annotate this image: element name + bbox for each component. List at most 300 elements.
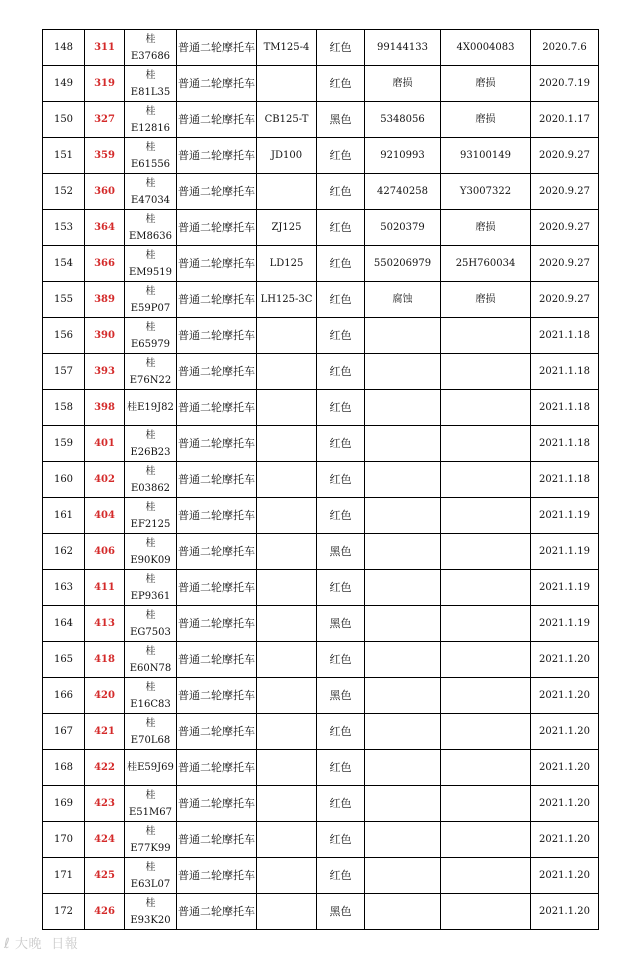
row-number-cell: 171 <box>43 858 85 894</box>
plate-line: 桂 <box>145 645 156 657</box>
frame-number-cell: 磨损 <box>441 282 531 318</box>
plate-line: E65979 <box>130 338 171 350</box>
vehicle-code-cell: 420 <box>85 678 125 714</box>
frame-number-cell: 93100149 <box>441 138 531 174</box>
plate-number-cell <box>125 570 177 606</box>
vehicle-model-cell: LD125 <box>257 246 317 282</box>
vehicle-code-cell: 418 <box>85 642 125 678</box>
date-cell: 2021.1.20 <box>531 678 599 714</box>
plate-number-cell <box>125 102 177 138</box>
frame-number-cell: 磨损 <box>441 210 531 246</box>
date-cell: 2021.1.18 <box>531 318 599 354</box>
vehicle-type-cell: 普通二轮摩托车 <box>177 66 257 102</box>
row-number-cell: 165 <box>43 642 85 678</box>
frame-number-cell: 25H760034 <box>441 246 531 282</box>
vehicle-type-cell: 普通二轮摩托车 <box>177 570 257 606</box>
plate-line: E16C83 <box>130 698 171 710</box>
row-number-cell: 164 <box>43 606 85 642</box>
vehicle-type-cell: 普通二轮摩托车 <box>177 390 257 426</box>
date-cell: 2021.1.18 <box>531 426 599 462</box>
table-row <box>43 174 599 210</box>
engine-number-cell: 5348056 <box>365 102 441 138</box>
vehicle-model-cell <box>257 894 317 930</box>
engine-number-cell <box>365 462 441 498</box>
vehicle-color-cell: 黑色 <box>317 606 365 642</box>
vehicle-type-cell: 普通二轮摩托车 <box>177 714 257 750</box>
frame-number-cell: Y3007322 <box>441 174 531 210</box>
vehicle-color-cell: 红色 <box>317 750 365 786</box>
vehicle-color-cell: 红色 <box>317 318 365 354</box>
plate-line: 桂 <box>145 69 156 81</box>
vehicle-type-cell: 普通二轮摩托车 <box>177 318 257 354</box>
row-number-cell: 155 <box>43 282 85 318</box>
vehicle-code-cell: 401 <box>85 426 125 462</box>
table-row <box>43 534 599 570</box>
vehicle-color-cell: 红色 <box>317 714 365 750</box>
engine-number-cell <box>365 498 441 534</box>
vehicle-type-cell: 普通二轮摩托车 <box>177 246 257 282</box>
vehicle-type-cell: 普通二轮摩托车 <box>177 606 257 642</box>
engine-number-cell <box>365 642 441 678</box>
vehicle-color-cell: 红色 <box>317 138 365 174</box>
vehicle-color-cell: 红色 <box>317 246 365 282</box>
plate-line: E59P07 <box>130 302 171 314</box>
watermark-text: 大晚 ​ 日報 <box>14 937 79 952</box>
plate-line: 桂 <box>145 285 156 297</box>
plate-line: E12816 <box>130 122 171 134</box>
table-row <box>43 642 599 678</box>
vehicle-model-cell <box>257 426 317 462</box>
vehicle-code-cell: 422 <box>85 750 125 786</box>
plate-line: 桂 <box>145 105 156 117</box>
table-row <box>43 498 599 534</box>
vehicle-code-cell: 426 <box>85 894 125 930</box>
row-number-cell: 154 <box>43 246 85 282</box>
engine-number-cell <box>365 606 441 642</box>
plate-number-cell <box>125 462 177 498</box>
row-number-cell: 170 <box>43 822 85 858</box>
row-number-cell: 161 <box>43 498 85 534</box>
plate-number-cell <box>125 534 177 570</box>
frame-number-cell <box>441 318 531 354</box>
table-row <box>43 390 599 426</box>
vehicle-model-cell <box>257 714 317 750</box>
row-number-cell: 151 <box>43 138 85 174</box>
table-row <box>43 354 599 390</box>
vehicle-model-cell <box>257 786 317 822</box>
date-cell: 2021.1.18 <box>531 390 599 426</box>
vehicle-color-cell: 红色 <box>317 66 365 102</box>
date-cell: 2021.1.19 <box>531 606 599 642</box>
table-row <box>43 102 599 138</box>
vehicle-type-cell: 普通二轮摩托车 <box>177 210 257 246</box>
date-cell: 2020.7.19 <box>531 66 599 102</box>
plate-line: EG7503 <box>130 626 171 638</box>
vehicle-code-cell: 364 <box>85 210 125 246</box>
vehicle-model-cell <box>257 174 317 210</box>
vehicle-type-cell: 普通二轮摩托车 <box>177 462 257 498</box>
table-row <box>43 426 599 462</box>
plate-number-cell <box>125 174 177 210</box>
date-cell: 2020.9.27 <box>531 174 599 210</box>
vehicle-type-cell: 普通二轮摩托车 <box>177 102 257 138</box>
plate-line: E90K09 <box>130 554 171 566</box>
frame-number-cell <box>441 858 531 894</box>
frame-number-cell <box>441 354 531 390</box>
plate-line: 桂 <box>145 501 156 513</box>
vehicle-type-cell: 普通二轮摩托车 <box>177 858 257 894</box>
frame-number-cell <box>441 822 531 858</box>
plate-line: 桂 <box>145 177 156 189</box>
engine-number-cell: 550206979 <box>365 246 441 282</box>
frame-number-cell: 磨损 <box>441 102 531 138</box>
plate-number-cell <box>125 606 177 642</box>
vehicle-model-cell <box>257 390 317 426</box>
vehicle-color-cell: 红色 <box>317 822 365 858</box>
plate-number-cell <box>125 66 177 102</box>
table-row <box>43 138 599 174</box>
engine-number-cell: 磨损 <box>365 66 441 102</box>
vehicle-color-cell: 红色 <box>317 210 365 246</box>
vehicle-model-cell <box>257 858 317 894</box>
plate-number-cell <box>125 750 177 786</box>
plate-number-cell <box>125 138 177 174</box>
engine-number-cell <box>365 714 441 750</box>
vehicle-color-cell: 红色 <box>317 786 365 822</box>
table-row <box>43 210 599 246</box>
row-number-cell: 168 <box>43 750 85 786</box>
vehicle-type-cell: 普通二轮摩托车 <box>177 354 257 390</box>
vehicle-color-cell: 红色 <box>317 282 365 318</box>
plate-line: E63L07 <box>130 878 171 890</box>
vehicle-model-cell <box>257 66 317 102</box>
engine-number-cell <box>365 822 441 858</box>
vehicle-code-cell: 424 <box>85 822 125 858</box>
vehicle-model-cell <box>257 498 317 534</box>
vehicle-type-cell: 普通二轮摩托车 <box>177 30 257 66</box>
vehicle-code-cell: 393 <box>85 354 125 390</box>
plate-line: 桂 <box>145 141 156 153</box>
plate-number-cell <box>125 858 177 894</box>
engine-number-cell <box>365 390 441 426</box>
plate-line: EP9361 <box>130 590 171 602</box>
vehicle-color-cell: 红色 <box>317 642 365 678</box>
vehicle-model-cell <box>257 606 317 642</box>
frame-number-cell <box>441 570 531 606</box>
vehicle-code-cell: 421 <box>85 714 125 750</box>
date-cell: 2021.1.18 <box>531 354 599 390</box>
table-row <box>43 246 599 282</box>
table-body <box>43 30 599 930</box>
vehicle-code-cell: 389 <box>85 282 125 318</box>
plate-number-cell <box>125 894 177 930</box>
plate-line: E60N78 <box>129 662 172 674</box>
row-number-cell: 166 <box>43 678 85 714</box>
date-cell: 2021.1.19 <box>531 570 599 606</box>
plate-line: 桂 <box>145 213 156 225</box>
row-number-cell: 152 <box>43 174 85 210</box>
vehicle-type-cell: 普通二轮摩托车 <box>177 138 257 174</box>
row-number-cell: 162 <box>43 534 85 570</box>
date-cell: 2021.1.20 <box>531 714 599 750</box>
date-cell: 2020.9.27 <box>531 210 599 246</box>
date-cell: 2021.1.18 <box>531 462 599 498</box>
date-cell: 2020.1.17 <box>531 102 599 138</box>
plate-line: 桂 <box>145 681 156 693</box>
vehicle-color-cell: 黑色 <box>317 102 365 138</box>
plate-line: E37686 <box>130 50 171 62</box>
plate-line: 桂E59J69 <box>127 762 174 773</box>
vehicle-model-cell <box>257 750 317 786</box>
table-row <box>43 678 599 714</box>
date-cell: 2021.1.19 <box>531 534 599 570</box>
plate-line: E03862 <box>130 482 171 494</box>
vehicle-code-cell: 327 <box>85 102 125 138</box>
plate-number-cell <box>125 282 177 318</box>
plate-line: 桂 <box>145 789 156 801</box>
vehicle-model-cell: TM125-4 <box>257 30 317 66</box>
swirl-logo-icon: ℓ <box>4 936 11 952</box>
vehicle-type-cell: 普通二轮摩托车 <box>177 642 257 678</box>
date-cell: 2020.9.27 <box>531 246 599 282</box>
vehicle-model-cell: ZJ125 <box>257 210 317 246</box>
engine-number-cell: 5020379 <box>365 210 441 246</box>
row-number-cell: 163 <box>43 570 85 606</box>
plate-line: 桂 <box>145 825 156 837</box>
row-number-cell: 156 <box>43 318 85 354</box>
frame-number-cell <box>441 750 531 786</box>
plate-line: 桂 <box>145 465 156 477</box>
engine-number-cell: 99144133 <box>365 30 441 66</box>
plate-number-cell <box>125 354 177 390</box>
frame-number-cell <box>441 714 531 750</box>
table-row <box>43 66 599 102</box>
vehicle-code-cell: 359 <box>85 138 125 174</box>
vehicle-type-cell: 普通二轮摩托车 <box>177 498 257 534</box>
engine-number-cell <box>365 318 441 354</box>
vehicle-color-cell: 黑色 <box>317 534 365 570</box>
date-cell: 2021.1.20 <box>531 858 599 894</box>
date-cell: 2020.7.6 <box>531 30 599 66</box>
plate-number-cell <box>125 786 177 822</box>
table-row <box>43 858 599 894</box>
engine-number-cell: 42740258 <box>365 174 441 210</box>
vehicle-model-cell <box>257 570 317 606</box>
vehicle-model-cell <box>257 354 317 390</box>
table-row <box>43 462 599 498</box>
plate-line: 桂 <box>145 357 156 369</box>
plate-line: 桂 <box>145 33 156 45</box>
table-row <box>43 318 599 354</box>
row-number-cell: 160 <box>43 462 85 498</box>
plate-line: 桂E19J82 <box>127 402 174 413</box>
row-number-cell: 167 <box>43 714 85 750</box>
plate-line: E77K99 <box>130 842 171 854</box>
engine-number-cell <box>365 354 441 390</box>
date-cell: 2021.1.19 <box>531 498 599 534</box>
vehicle-code-cell: 366 <box>85 246 125 282</box>
frame-number-cell <box>441 894 531 930</box>
vehicle-code-cell: 360 <box>85 174 125 210</box>
plate-line: 桂 <box>145 609 156 621</box>
plate-line: EM8636 <box>129 230 172 242</box>
table-row <box>43 570 599 606</box>
vehicle-color-cell: 红色 <box>317 174 365 210</box>
vehicle-type-cell: 普通二轮摩托车 <box>177 822 257 858</box>
engine-number-cell: 9210993 <box>365 138 441 174</box>
vehicle-code-cell: 319 <box>85 66 125 102</box>
row-number-cell: 153 <box>43 210 85 246</box>
vehicle-color-cell: 黑色 <box>317 678 365 714</box>
vehicle-code-cell: 390 <box>85 318 125 354</box>
table-row <box>43 714 599 750</box>
vehicle-type-cell: 普通二轮摩托车 <box>177 282 257 318</box>
date-cell: 2021.1.20 <box>531 894 599 930</box>
vehicle-color-cell: 红色 <box>317 30 365 66</box>
table-row <box>43 786 599 822</box>
engine-number-cell <box>365 894 441 930</box>
engine-number-cell: 腐蚀 <box>365 282 441 318</box>
vehicle-code-cell: 311 <box>85 30 125 66</box>
engine-number-cell <box>365 858 441 894</box>
row-number-cell: 158 <box>43 390 85 426</box>
vehicle-model-cell <box>257 642 317 678</box>
plate-line: E47034 <box>130 194 171 206</box>
engine-number-cell <box>365 750 441 786</box>
engine-number-cell <box>365 678 441 714</box>
plate-number-cell <box>125 210 177 246</box>
frame-number-cell <box>441 426 531 462</box>
date-cell: 2021.1.20 <box>531 750 599 786</box>
vehicle-model-cell: LH125-3C <box>257 282 317 318</box>
frame-number-cell <box>441 786 531 822</box>
vehicle-model-cell: JD100 <box>257 138 317 174</box>
vehicle-model-cell <box>257 534 317 570</box>
plate-line: E26B23 <box>130 446 171 458</box>
row-number-cell: 149 <box>43 66 85 102</box>
table-row <box>43 750 599 786</box>
date-cell: 2021.1.20 <box>531 642 599 678</box>
plate-number-cell <box>125 30 177 66</box>
vehicle-code-cell: 404 <box>85 498 125 534</box>
plate-number-cell <box>125 246 177 282</box>
frame-number-cell <box>441 462 531 498</box>
frame-number-cell <box>441 642 531 678</box>
vehicle-color-cell: 黑色 <box>317 894 365 930</box>
plate-line: 桂 <box>145 321 156 333</box>
plate-number-cell <box>125 714 177 750</box>
date-cell: 2020.9.27 <box>531 282 599 318</box>
vehicle-model-cell <box>257 822 317 858</box>
plate-line: EF2125 <box>130 518 171 530</box>
table-row <box>43 30 599 66</box>
vehicle-code-cell: 425 <box>85 858 125 894</box>
vehicle-model-cell <box>257 678 317 714</box>
vehicle-color-cell: 红色 <box>317 570 365 606</box>
vehicle-type-cell: 普通二轮摩托车 <box>177 426 257 462</box>
vehicle-type-cell: 普通二轮摩托车 <box>177 894 257 930</box>
frame-number-cell: 4X0004083 <box>441 30 531 66</box>
row-number-cell: 169 <box>43 786 85 822</box>
vehicle-type-cell: 普通二轮摩托车 <box>177 678 257 714</box>
vehicle-model-cell: CB125-T <box>257 102 317 138</box>
row-number-cell: 159 <box>43 426 85 462</box>
plate-number-cell <box>125 390 177 426</box>
table-row <box>43 822 599 858</box>
engine-number-cell <box>365 426 441 462</box>
plate-number-cell <box>125 642 177 678</box>
frame-number-cell <box>441 606 531 642</box>
frame-number-cell <box>441 498 531 534</box>
plate-line: 桂 <box>145 573 156 585</box>
plate-line: 桂 <box>145 249 156 261</box>
vehicle-model-cell <box>257 318 317 354</box>
row-number-cell: 157 <box>43 354 85 390</box>
frame-number-cell <box>441 678 531 714</box>
vehicle-type-cell: 普通二轮摩托车 <box>177 750 257 786</box>
watermark <box>4 933 78 952</box>
vehicle-code-cell: 402 <box>85 462 125 498</box>
engine-number-cell <box>365 534 441 570</box>
plate-line: E81L35 <box>130 86 171 98</box>
engine-number-cell <box>365 786 441 822</box>
row-number-cell: 150 <box>43 102 85 138</box>
frame-number-cell <box>441 534 531 570</box>
plate-line: E61556 <box>130 158 171 170</box>
vehicle-model-cell <box>257 462 317 498</box>
row-number-cell: 148 <box>43 30 85 66</box>
vehicle-color-cell: 红色 <box>317 354 365 390</box>
engine-number-cell <box>365 570 441 606</box>
plate-line: E76N22 <box>129 374 172 386</box>
vehicle-color-cell: 红色 <box>317 858 365 894</box>
frame-number-cell: 磨损 <box>441 66 531 102</box>
date-cell: 2021.1.20 <box>531 822 599 858</box>
plate-number-cell <box>125 426 177 462</box>
vehicle-type-cell: 普通二轮摩托车 <box>177 174 257 210</box>
vehicle-code-cell: 398 <box>85 390 125 426</box>
vehicle-code-cell: 423 <box>85 786 125 822</box>
table-row <box>43 282 599 318</box>
vehicle-type-cell: 普通二轮摩托车 <box>177 786 257 822</box>
table-row <box>43 606 599 642</box>
plate-line: 桂 <box>145 717 156 729</box>
vehicle-color-cell: 红色 <box>317 462 365 498</box>
table-row <box>43 894 599 930</box>
plate-line: E51M67 <box>129 806 172 818</box>
row-number-cell: 172 <box>43 894 85 930</box>
vehicle-records-table <box>42 29 599 930</box>
vehicle-code-cell: 413 <box>85 606 125 642</box>
date-cell: 2020.9.27 <box>531 138 599 174</box>
plate-line: 桂 <box>145 537 156 549</box>
plate-line: 桂 <box>145 861 156 873</box>
vehicle-type-cell: 普通二轮摩托车 <box>177 534 257 570</box>
plate-line: 桂 <box>145 897 156 909</box>
plate-line: EM9519 <box>129 266 172 278</box>
plate-line: E70L68 <box>130 734 171 746</box>
plate-number-cell <box>125 498 177 534</box>
date-cell: 2021.1.20 <box>531 786 599 822</box>
plate-number-cell <box>125 678 177 714</box>
plate-line: 桂 <box>145 429 156 441</box>
vehicle-color-cell: 红色 <box>317 390 365 426</box>
vehicle-color-cell: 红色 <box>317 426 365 462</box>
vehicle-color-cell: 红色 <box>317 498 365 534</box>
frame-number-cell <box>441 390 531 426</box>
plate-number-cell <box>125 822 177 858</box>
plate-number-cell <box>125 318 177 354</box>
